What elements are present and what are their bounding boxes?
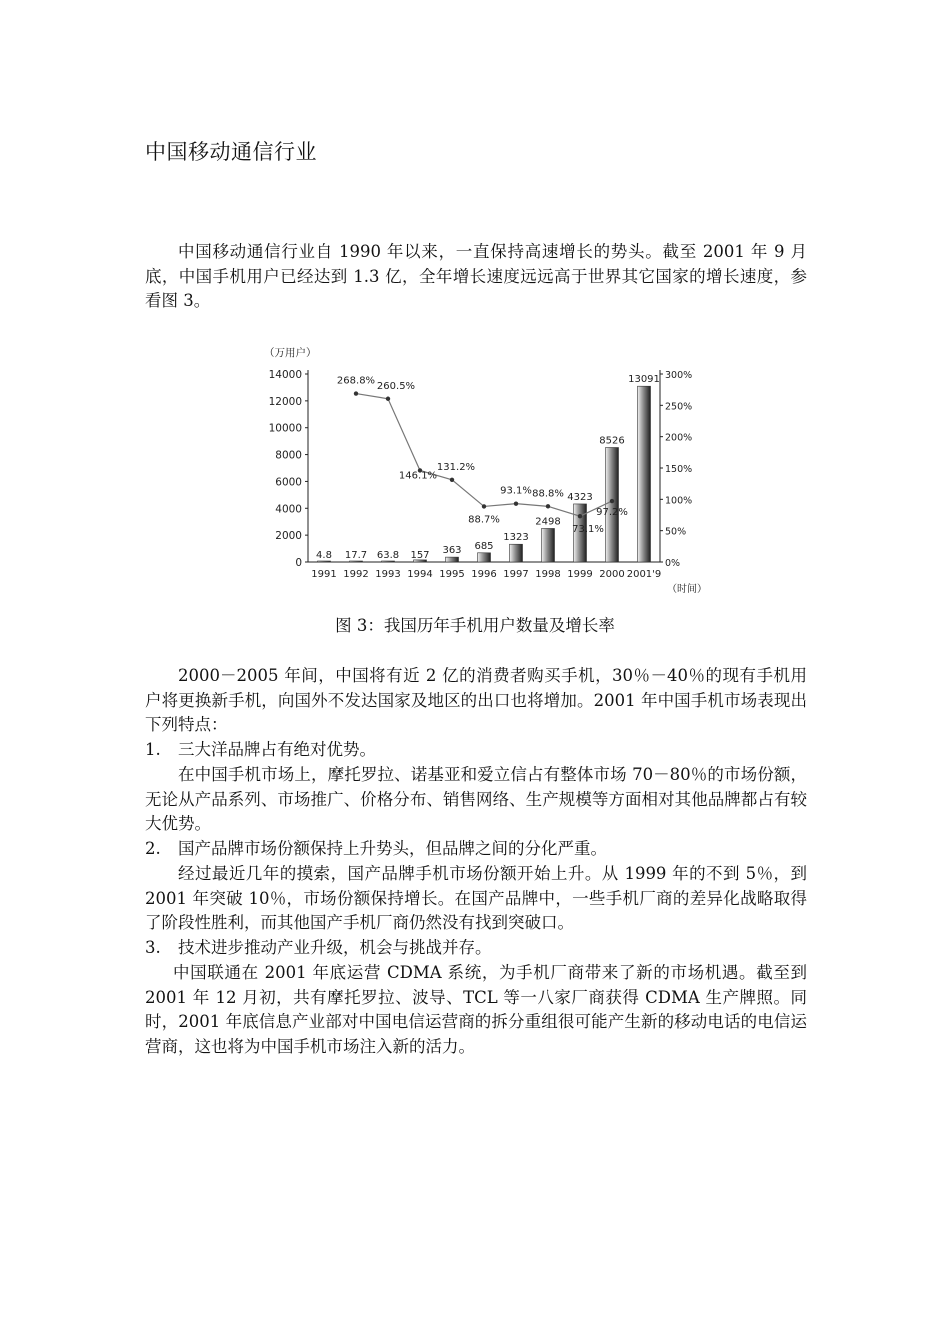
x-tick-label: 1995 — [439, 569, 465, 580]
x-tick-label: 1997 — [503, 569, 529, 580]
growth-rate-label: 131.2% — [436, 461, 476, 473]
x-tick-label: 2001'9 — [626, 569, 662, 580]
x-tick-label: 1991 — [311, 569, 337, 580]
bar-value-label: 8526 — [599, 435, 625, 447]
x-tick-label: 1999 — [567, 569, 593, 580]
bar-value-label: 63.8 — [376, 550, 400, 561]
x-tick-label: 2000 — [599, 569, 625, 580]
growth-point — [578, 514, 582, 518]
bar-value-label: 363 — [442, 545, 462, 557]
growth-rate-label: 97.2% — [596, 507, 628, 519]
y-tick-label: 6000 — [275, 476, 302, 489]
list-text: 技术进步推动产业升级，机会与挑战并存。 — [178, 938, 492, 957]
list-number: 1. — [145, 740, 161, 759]
list-number: 3. — [145, 938, 161, 957]
subscriber-growth-chart — [262, 342, 712, 602]
y2-tick-label: 150% — [665, 464, 693, 475]
y2-tick-label: 200% — [665, 432, 693, 444]
bar — [542, 528, 555, 562]
bar — [510, 544, 523, 562]
growth-point — [482, 504, 486, 508]
y2-tick-label: 300% — [665, 370, 693, 381]
list-item-1 — [145, 738, 807, 763]
paragraph-intro: 中国移动通信行业自 1990 年以来，一直保持高速增长的势头。截至 2001 年 9 月底，中国手机用户已经达到 1.3 亿，全年增长速度远远高于世界其它国家的增长速度，参看图 3。 — [145, 242, 807, 311]
bar — [350, 561, 363, 562]
paragraph-domestic-brands: 经过最近几年的摸索，国产品牌手机市场份额开始上升。从 1999 年的不到 5％，到 2001 年突破 10％，市场份额保持增长。在国产品牌中，一些手机厂商的差异化战略取得了阶段性胜利，而其他国产手机厂商仍然没有找到突破口。 — [145, 864, 807, 933]
bar — [318, 561, 331, 562]
bar-value-label: 4323 — [567, 491, 593, 503]
bar — [382, 561, 395, 562]
page-title: 中国移动通信行业 — [145, 140, 317, 164]
y2-tick-label: 0% — [665, 558, 681, 569]
y-tick-label: 4000 — [275, 503, 302, 516]
bar-value-label: 1323 — [503, 532, 529, 544]
y-tick-label: 10000 — [268, 422, 302, 435]
chart-bars — [318, 386, 651, 562]
list-text: 三大洋品牌占有绝对优势。 — [178, 740, 376, 759]
bar — [638, 386, 651, 562]
growth-point — [386, 397, 390, 401]
bar — [446, 557, 459, 562]
list-item-2 — [145, 837, 807, 862]
growth-rate-label: 146.1% — [398, 470, 438, 482]
bar-value-label: 157 — [410, 550, 430, 561]
bar-value-label: 4.8 — [316, 550, 332, 561]
growth-point — [610, 499, 614, 503]
y-axis-title: （万用户） — [264, 347, 317, 359]
x-tick-label: 1998 — [535, 569, 561, 580]
growth-rate-label: 260.5% — [376, 380, 416, 392]
bar-value-label: 2498 — [535, 516, 561, 528]
growth-rate-label: 73.1% — [572, 524, 604, 536]
x-axis-title: （时间） — [667, 584, 707, 595]
x-tick-label: 1992 — [343, 569, 369, 580]
y2-tick-label: 250% — [665, 401, 693, 413]
growth-point — [450, 478, 454, 482]
growth-point — [354, 391, 358, 395]
growth-point — [514, 501, 518, 505]
list-item-3 — [145, 936, 807, 961]
y2-tick-label: 50% — [665, 526, 687, 538]
paragraph-foreign-brands: 在中国手机市场上，摩托罗拉、诺基亚和爱立信占有整体市场 70－80％的市场份额，无论从产品系列、市场推广、价格分布、销售网络、生产规模等方面相对其他品牌都占有较大优势。 — [145, 765, 807, 834]
y-tick-label: 14000 — [268, 369, 302, 381]
x-tick-label: 1996 — [471, 569, 497, 580]
growth-rate-label: 88.8% — [532, 488, 564, 500]
growth-rate-label: 88.7% — [468, 514, 500, 526]
growth-rate-label: 93.1% — [500, 485, 532, 497]
bar-value-label: 13091 — [628, 374, 660, 386]
y-tick-label: 0 — [295, 557, 302, 569]
y2-tick-label: 100% — [665, 495, 693, 507]
bar-value-label: 17.7 — [344, 550, 368, 561]
x-tick-label: 1994 — [407, 569, 433, 580]
y-tick-label: 2000 — [275, 530, 302, 543]
bar — [606, 448, 619, 562]
list-text: 国产品牌市场份额保持上升势头，但品牌之间的分化严重。 — [178, 839, 607, 858]
y-tick-label: 8000 — [275, 449, 302, 462]
bar-value-label: 685 — [474, 540, 494, 552]
growth-rate-label: 268.8% — [336, 375, 376, 387]
y-tick-label: 12000 — [268, 395, 302, 408]
list-number: 2. — [145, 839, 161, 858]
paragraph-market-outlook: 2000－2005 年间，中国将有近 2 亿的消费者购买手机，30％－40％的现有手机用户将更换新手机，向国外不发达国家及地区的出口也将增加。2001 年中国手机市场表现出下列特点： — [145, 666, 807, 735]
paragraph-cdma: 中国联通在 2001 年底运营 CDMA 系统，为手机厂商带来了新的市场机遇。截至到 2001 年 12 月初，共有摩托罗拉、波导、TCL 等一八家厂商获得 CDMA 生产牌照。同时，2001 年底信息产业部对中国电信运营商的拆分重组很可能产生新的移动电话的电信运营商，这也将为中国手机市场注入新的活力。 — [145, 963, 807, 1057]
x-tick-label: 1993 — [375, 569, 401, 580]
bar — [478, 553, 491, 562]
growth-point — [546, 504, 550, 508]
figure-caption: 图 3：我国历年手机用户数量及增长率 — [335, 616, 615, 635]
